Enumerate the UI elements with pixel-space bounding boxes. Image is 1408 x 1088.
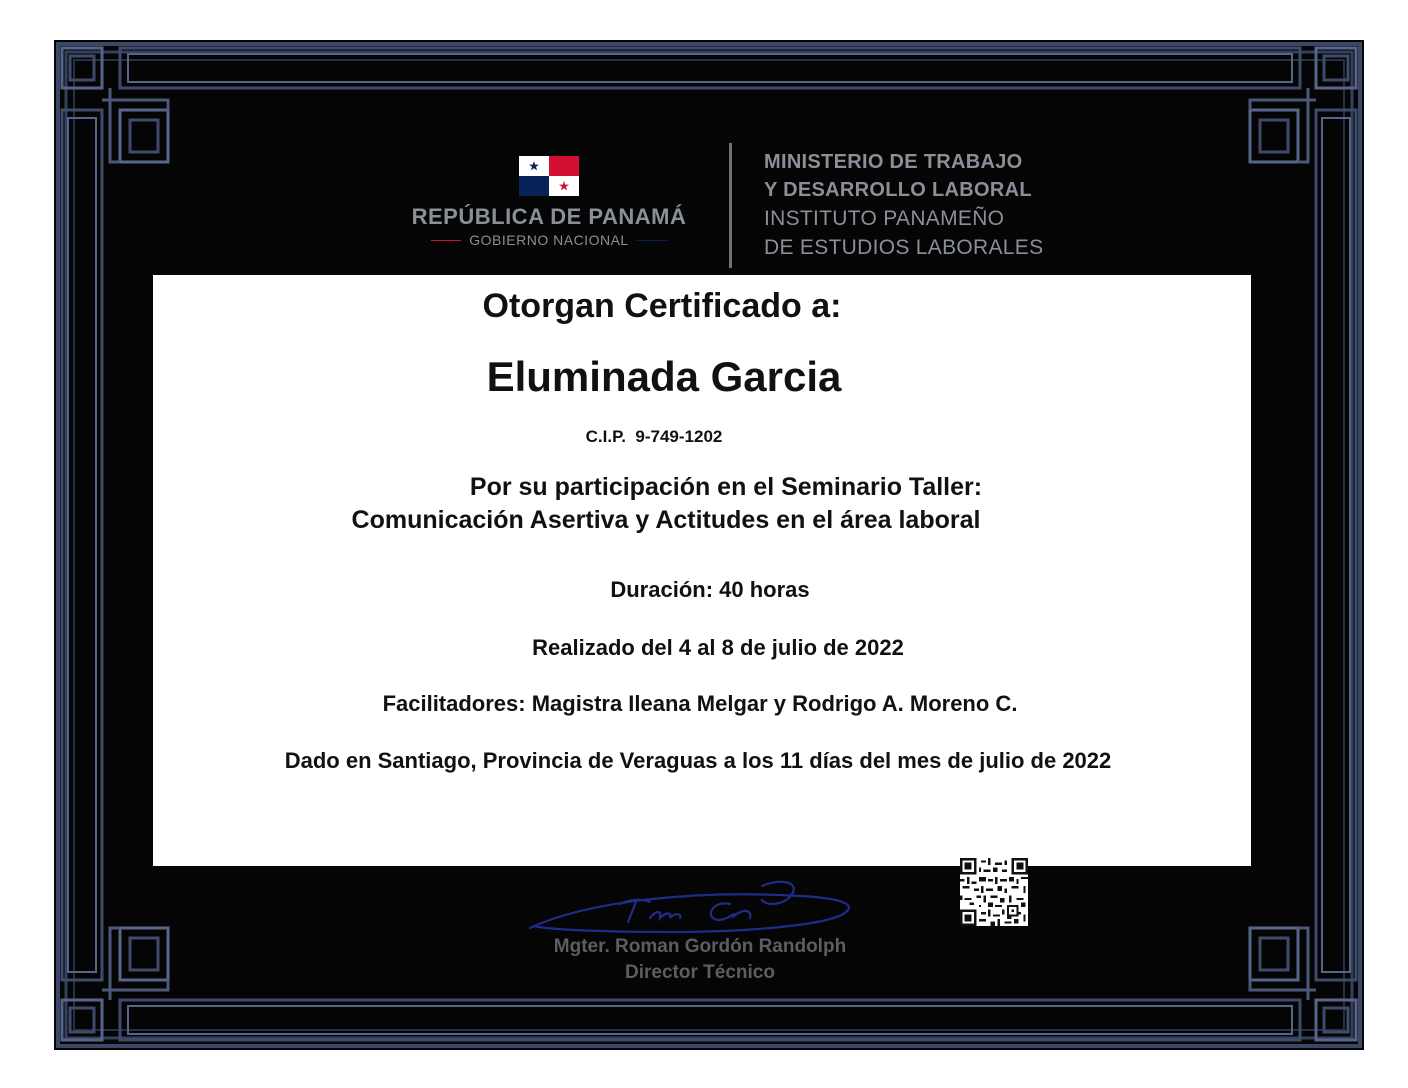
panama-flag-icon: [519, 156, 579, 196]
government-label: GOBIERNO NACIONAL: [469, 232, 629, 248]
government-row: [386, 232, 712, 248]
ministry-logo: [764, 148, 1084, 262]
facilitators: Facilitadores: Magistra Ileana Melgar y Rodrigo A. Moreno C.: [382, 691, 1018, 716]
republic-title: REPÚBLICA DE PANAMÁ: [411, 204, 687, 229]
id-line: [105, 427, 1203, 447]
ministry-line-1: MINISTERIO DE TRABAJO: [764, 151, 1023, 173]
signatory-name: Mgter. Roman Gordón Randolph: [553, 936, 847, 957]
course-dates: Realizado del 4 al 8 de julio de 2022: [532, 635, 904, 660]
participation-line-1: Por su participación en el Seminario Taller:: [469, 473, 983, 501]
institute-line-1: INSTITUTO PANAMEÑO: [764, 207, 1005, 230]
recipient-name: Eluminada Garcia: [486, 353, 842, 400]
participation-line-2: Comunicación Asertiva y Actitudes en el área laboral: [351, 506, 981, 534]
issued-statement: Dado en Santiago, Provincia de Veraguas a los 11 días del mes de julio de 2022: [284, 748, 1112, 773]
government-logo: [386, 156, 712, 248]
red-rule: [431, 240, 461, 241]
header-divider: [729, 143, 732, 268]
certificate-body: [153, 275, 1251, 866]
ministry-line-2: Y DESARROLLO LABORAL: [764, 179, 1032, 201]
qr-code-icon: [960, 858, 1028, 926]
id-value: 9-749-1202: [635, 427, 723, 446]
id-label: C.I.P.: [585, 427, 626, 446]
blue-rule: [637, 240, 667, 241]
duration: Duración: 40 horas: [610, 577, 810, 602]
certificate-heading: Otorgan Certificado a:: [482, 287, 842, 325]
institute-line-2: DE ESTUDIOS LABORALES: [764, 236, 1044, 259]
signatory: [500, 934, 900, 986]
signatory-title: Director Técnico: [625, 962, 775, 983]
